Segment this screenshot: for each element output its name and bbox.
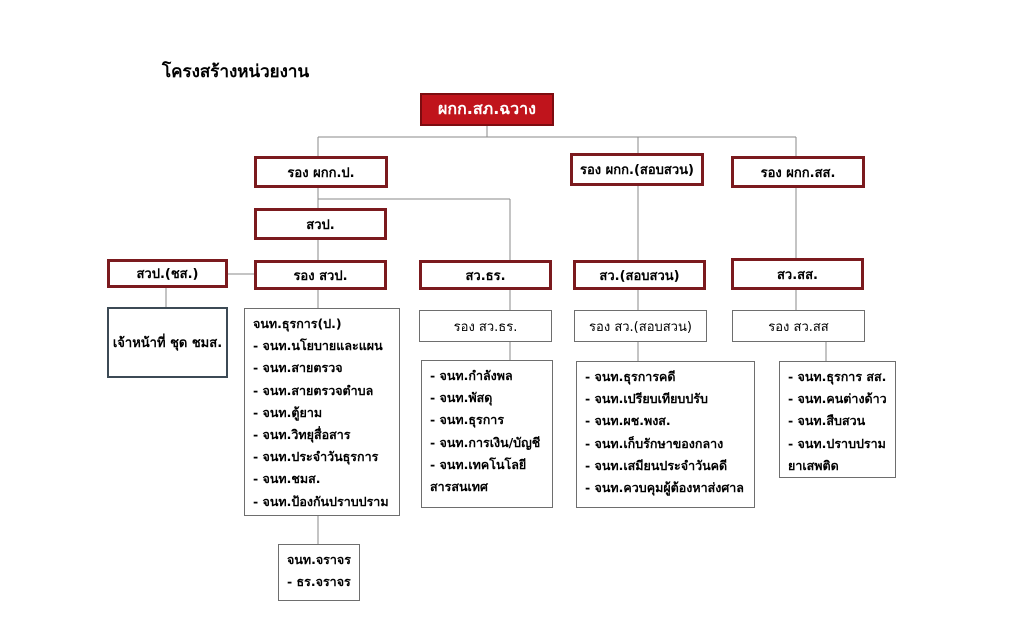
patrol-staff-list [244,308,400,516]
list-item: - จนท.ปราบปราม [788,435,886,451]
list-item: สารสนเทศ [430,479,488,495]
deputy-crime-inspector-box: รอง สว.สส [732,310,865,342]
chs-staff-box: เจ้าหน้าที่ ชุด ชมส. [107,307,228,378]
crime-inspector-box: สว.สส. [731,258,864,290]
deputy-admin-inspector-box: รอง สว.ธร. [419,310,552,342]
deputy-crime-box: รอง ผกก.สส. [731,156,865,188]
list-item: - จนท.การเงิน/บัญชี [430,434,541,450]
list-item: - จนท.เทคโนโลยี [430,456,527,472]
list-item: - จนท.ตู้ยาม [253,404,323,420]
investigation-staff-list [576,361,755,508]
list-item: - จนท.ผช.พงส. [585,413,671,429]
list-item: จนท.จราจร [287,552,351,567]
list-item: - จนท.สืบสวน [788,413,866,429]
deputy-patrol-box: รอง ผกก.ป. [254,156,388,188]
list-item: - จนท.ธุรการ สส. [788,369,887,384]
list-item: - จนท.ประจำวันธุรการ [253,449,379,465]
deputy-investigation-box: รอง ผกก.(สอบสวน) [570,153,704,186]
patrol-inspector-box: สวป. [254,208,387,240]
admin-staff-list [421,360,553,508]
list-item: - จนท.ชมส. [253,471,321,487]
list-item: - จนท.เสมียนประจำวันคดี [585,457,728,473]
commander-box: ผกก.สภ.ฉวาง [420,93,554,126]
crime-staff-list [779,361,896,478]
list-item: - จนท.สายตรวจตำบล [253,382,374,398]
patrol-inspector-chs-box: สวป.(ชส.) [107,259,228,288]
list-item: - จนท.นโยบายและแผน [253,338,383,354]
list-item: - จนท.ธุรการ [430,412,505,428]
list-item: - จนท.ควบคุมผู้ต้องหาส่งศาล [585,480,744,496]
list-item: - จนท.เปรียบเทียบปรับ [585,391,708,407]
list-item: - จนท.สายตรวจ [253,360,343,376]
deputy-investigation-inspector-box: รอง สว.(สอบสวน) [574,310,707,342]
list-item: จนท.ธุรการ(ป.) [253,316,342,331]
investigation-inspector-box: สว.(สอบสวน) [573,260,706,290]
admin-inspector-box: สว.ธร. [419,260,552,290]
list-item: ยาเสพติด [788,457,839,473]
list-item: - ธร.จราจร [287,574,351,590]
list-item: - จนท.พัสดุ [430,390,493,406]
list-item: - จนท.คนต่างด้าว [788,391,887,407]
list-item: - จนท.วิทยุสื่อสาร [253,427,351,443]
list-item: - จนท.ธุรการคดี [585,369,676,384]
list-item: - จนท.เก็บรักษาของกลาง [585,435,724,451]
deputy-patrol-inspector-box: รอง สวป. [254,260,387,290]
traffic-staff-list [278,544,360,601]
page-title: โครงสร้างหน่วยงาน [162,62,310,82]
list-item: - จนท.กำลังพล [430,368,513,383]
list-item: - จนท.ป้องกันปราบปราม [253,493,389,509]
